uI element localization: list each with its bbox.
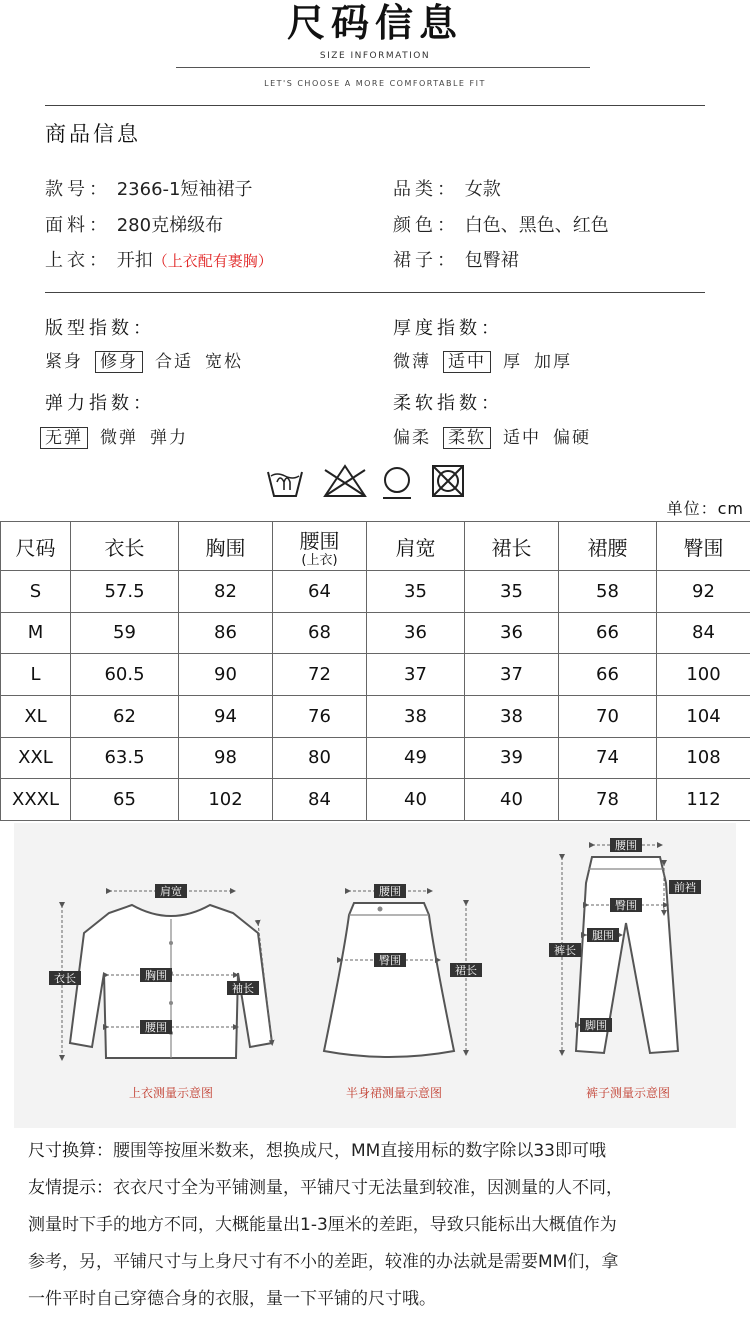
table-cell: 36 (465, 612, 559, 654)
table-cell: 58 (559, 571, 657, 613)
col-header-skirt-length: 裙长 (465, 522, 559, 571)
skirt-value: 包臀裙 (464, 250, 519, 271)
table-cell: 102 (179, 779, 273, 821)
table-cell: 65 (71, 779, 179, 821)
table-cell: 82 (179, 571, 273, 613)
softness-option: 偏硬 (553, 428, 591, 448)
table-cell: 37 (465, 654, 559, 696)
table-cell: 72 (273, 654, 367, 696)
elasticity-index-options (40, 423, 200, 448)
page-title: 尺码信息 (286, 1, 463, 45)
elasticity-option: 弹力 (150, 428, 188, 448)
header-divider (176, 67, 590, 68)
page-tagline: LET'S CHOOSE A MORE COMFORTABLE FIT (264, 79, 486, 88)
top-label: 上衣： (45, 250, 111, 271)
table-cell: 36 (367, 612, 465, 654)
unit-label: 单位：cm (666, 499, 744, 518)
tumble-dry-icon (383, 468, 411, 498)
no-tumble-dry-icon (433, 466, 463, 496)
waist-header-label: 腰围 (299, 528, 340, 553)
diagram-label: 胸围 (145, 969, 167, 982)
table-row (1, 779, 750, 821)
table-cell: 100 (657, 654, 750, 696)
diagram-label: 腰围 (615, 839, 637, 852)
table-cell: 98 (179, 737, 273, 779)
tips-label: 友情提示： (28, 1178, 113, 1198)
thickness-index-title: 厚度指数： (393, 318, 503, 339)
softness-option-selected: 柔软 (443, 427, 491, 449)
conversion-text: 腰围等按厘米数来，想换成尺，MM直接用标的数字除以33即可哦 (113, 1141, 606, 1161)
color-value: 白色、黑色、红色 (464, 215, 609, 236)
diagram-label: 肩宽 (160, 885, 182, 898)
top-info (45, 246, 273, 272)
pants-diagram-caption: 裤子测量示意图 (585, 1086, 671, 1100)
table-cell: 66 (559, 654, 657, 696)
thickness-option: 厚 (503, 352, 522, 372)
table-cell: XXXL (1, 779, 71, 821)
table-cell: 78 (559, 779, 657, 821)
col-header-bust: 胸围 (179, 522, 273, 571)
tips-line: 参考，另，平铺尺寸与上身尺寸有不小的差距，较准的办法就是需要MM们，拿 (28, 1252, 619, 1272)
elasticity-index-title: 弹力指数： (45, 393, 155, 414)
diagram-label: 脚围 (585, 1019, 607, 1032)
tips-note (28, 1170, 728, 1318)
style-label: 款号： (45, 179, 111, 200)
tips-line: 衣衣尺寸全为平铺测量，平铺尺寸无法量到较准，因测量的人不同， (113, 1178, 623, 1198)
top-diagram (49, 884, 272, 1100)
color-label: 颜色： (393, 215, 459, 236)
care-icons (265, 462, 475, 502)
diagram-label: 前裆 (674, 881, 696, 894)
category-value: 女款 (464, 179, 501, 200)
table-cell: 37 (367, 654, 465, 696)
col-header-length: 衣长 (71, 522, 179, 571)
elasticity-option: 微弹 (100, 428, 138, 448)
diagram-label: 衣长 (54, 972, 76, 985)
col-header-shoulder: 肩宽 (367, 522, 465, 571)
table-cell: 70 (559, 695, 657, 737)
top-note: （上衣配有裹胸） (152, 252, 273, 270)
col-header-waist (273, 522, 367, 571)
top-value: 开扣 (116, 250, 153, 271)
softness-index-title: 柔软指数： (393, 393, 503, 414)
diagram-drawings (14, 823, 736, 1128)
fabric-info (45, 211, 223, 237)
table-cell: 35 (367, 571, 465, 613)
table-cell: XXL (1, 737, 71, 779)
col-header-size: 尺码 (1, 522, 71, 571)
table-cell: 57.5 (71, 571, 179, 613)
col-header-hip: 臀围 (657, 522, 750, 571)
section-divider-top (45, 105, 705, 106)
table-header-row (1, 522, 750, 571)
table-cell: 40 (465, 779, 559, 821)
table-cell: S (1, 571, 71, 613)
table-cell: 104 (657, 695, 750, 737)
table-cell: 64 (273, 571, 367, 613)
diagram-label: 袖长 (232, 982, 254, 995)
measurement-diagrams (14, 823, 736, 1128)
table-row (1, 571, 750, 613)
table-cell: 66 (559, 612, 657, 654)
diagram-label: 腰围 (145, 1021, 167, 1034)
table-cell: 80 (273, 737, 367, 779)
elasticity-option-selected: 无弹 (40, 427, 88, 449)
table-cell: 108 (657, 737, 750, 779)
no-bleach-icon (325, 466, 365, 496)
table-cell: M (1, 612, 71, 654)
softness-index-options (393, 423, 603, 448)
table-row (1, 612, 750, 654)
skirt-diagram (324, 884, 482, 1100)
softness-option: 适中 (503, 428, 541, 448)
thickness-option-selected: 适中 (443, 351, 491, 373)
product-section-title: 商品信息 (45, 122, 141, 146)
hand-wash-icon (268, 472, 302, 496)
skirt-diagram-caption: 半身裙测量示意图 (345, 1086, 443, 1100)
table-cell: 40 (367, 779, 465, 821)
table-cell: 74 (559, 737, 657, 779)
skirt-info (393, 246, 519, 272)
diagram-label: 裙长 (455, 964, 477, 977)
waist-header-note: (上衣) (301, 552, 338, 568)
table-row (1, 695, 750, 737)
thickness-option: 微薄 (393, 352, 431, 372)
table-cell: 35 (465, 571, 559, 613)
color-info (393, 211, 609, 237)
category-info (393, 175, 501, 201)
table-cell: 59 (71, 612, 179, 654)
category-label: 品类： (393, 179, 459, 200)
conversion-note (28, 1133, 728, 1170)
pants-diagram (549, 838, 701, 1100)
thickness-index-options (393, 347, 584, 372)
table-cell: 38 (367, 695, 465, 737)
table-cell: 63.5 (71, 737, 179, 779)
tips-line: 一件平时自己穿德合身的衣服，量一下平铺的尺寸哦。 (28, 1289, 436, 1309)
fit-option: 紧身 (45, 352, 83, 372)
fabric-label: 面料： (45, 215, 111, 236)
style-value: 2366-1短袖裙子 (116, 179, 253, 200)
table-cell: 94 (179, 695, 273, 737)
fit-index-title: 版型指数： (45, 318, 155, 339)
diagram-label: 腰围 (379, 885, 401, 898)
table-cell: 90 (179, 654, 273, 696)
size-table (0, 521, 750, 821)
fabric-value: 280克梯级布 (116, 215, 224, 236)
fit-option: 宽松 (205, 352, 243, 372)
table-cell: 84 (657, 612, 750, 654)
diagram-label: 臀围 (379, 954, 401, 967)
table-cell: 84 (273, 779, 367, 821)
table-cell: 38 (465, 695, 559, 737)
table-cell: 68 (273, 612, 367, 654)
table-cell: 39 (465, 737, 559, 779)
table-cell: 92 (657, 571, 750, 613)
table-cell: 49 (367, 737, 465, 779)
table-cell: 112 (657, 779, 750, 821)
fit-index-options (45, 347, 255, 372)
diagram-label: 臀围 (615, 899, 637, 912)
table-cell: 60.5 (71, 654, 179, 696)
diagram-label: 腿围 (592, 929, 614, 942)
table-cell: L (1, 654, 71, 696)
table-row (1, 737, 750, 779)
col-header-skirt-waist: 裙腰 (559, 522, 657, 571)
tips-line: 测量时下手的地方不同，大概能量出1-3厘米的差距，导致只能标出大概值作为 (28, 1215, 617, 1235)
softness-option: 偏柔 (393, 428, 431, 448)
section-divider-mid (45, 292, 705, 293)
fit-option-selected: 修身 (95, 351, 143, 373)
table-cell: 62 (71, 695, 179, 737)
skirt-label: 裙子： (393, 250, 459, 271)
table-cell: XL (1, 695, 71, 737)
table-row (1, 654, 750, 696)
diagram-label: 裤长 (554, 944, 576, 957)
style-info (45, 175, 253, 201)
conversion-label: 尺寸换算： (28, 1141, 113, 1161)
thickness-option: 加厚 (534, 352, 572, 372)
top-diagram-caption: 上衣测量示意图 (128, 1086, 214, 1100)
page-subtitle: SIZE INFORMATION (319, 51, 431, 61)
table-cell: 86 (179, 612, 273, 654)
table-cell: 76 (273, 695, 367, 737)
fit-option: 合适 (155, 352, 193, 372)
